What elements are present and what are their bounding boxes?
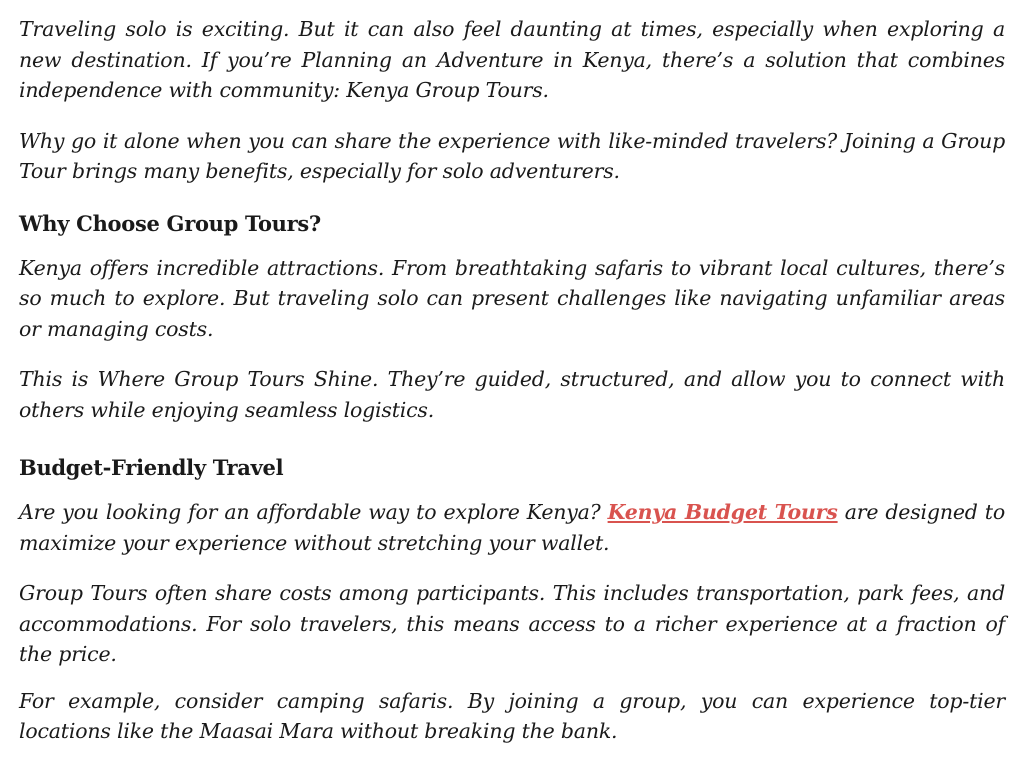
budget-paragraph-1-text-after: are designed to maximize your experience without stretching your wallet.: [19, 500, 1005, 555]
article-body: [19, 14, 1005, 747]
kenya-budget-tours-link[interactable]: Kenya Budget Tours: [607, 500, 838, 524]
section-heading-budget: Budget-Friendly Travel: [19, 455, 284, 480]
intro-paragraph-2: Why go it alone when you can share the experience with like-minded travelers? Joining a Group Tour brings many benefits, especially for solo adventurers.: [19, 128, 1005, 183]
budget-paragraph-1: [19, 497, 1005, 558]
intro-paragraph-1: Traveling solo is exciting. But it can also feel daunting at times, especially when exploring a new destination. If you’re Planning an Adventure in Kenya, there’s a solution that combines independence with community: Kenya Group Tours.: [19, 17, 1005, 102]
budget-paragraph-2: Group Tours often share costs among participants. This includes transportation, park fees, and accommodations. For solo travelers, this means access to a richer experience at a fraction of the price.: [19, 581, 1005, 666]
budget-paragraph-1-text-before: Are you looking for an affordable way to explore Kenya?: [19, 500, 608, 524]
why-choose-paragraph-2: This is Where Group Tours Shine. They’re guided, structured, and allow you to connect with others while enjoying seamless logistics.: [19, 367, 1005, 422]
section-heading-why-choose: Why Choose Group Tours?: [19, 210, 321, 236]
budget-paragraph-3: For example, consider camping safaris. By joining a group, you can experience top-tier locations like the Maasai Mara without breaking the bank.: [19, 688, 1005, 743]
why-choose-paragraph-1: Kenya offers incredible attractions. From breathtaking safaris to vibrant local cultures, there’s so much to explore. But traveling solo can present challenges like navigating unfamiliar areas or managing costs.: [19, 255, 1005, 341]
